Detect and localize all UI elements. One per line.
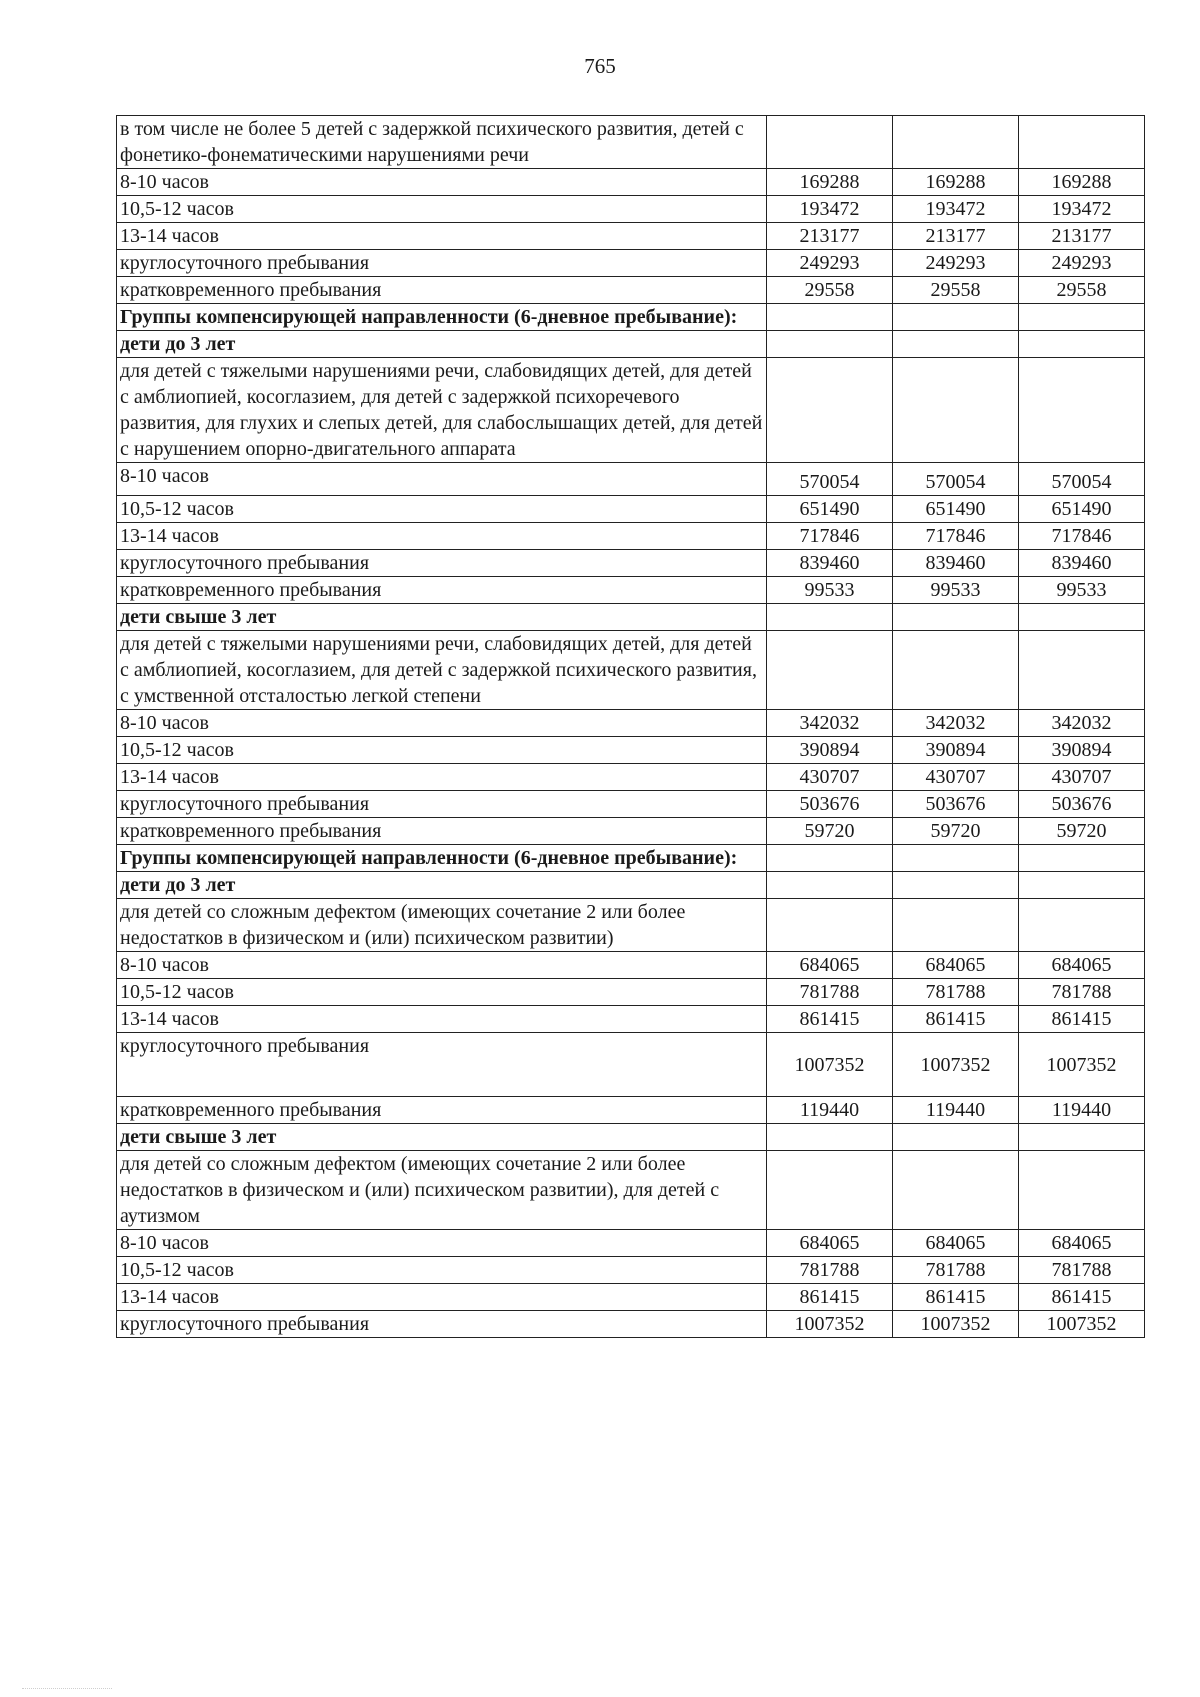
section-header-row — [117, 604, 1145, 631]
value-cell-1: 861415 — [767, 1284, 893, 1311]
row-label: круглосуточного пребывания — [117, 250, 767, 277]
table-row — [117, 1257, 1145, 1284]
value-cell-1 — [767, 116, 893, 169]
table-row — [117, 358, 1145, 463]
row-label: для детей с тяжелыми нарушениями речи, слабовидящих детей, для детей с амблиопией, косоглазием, для детей с задержкой психического развития, с умственной отсталостью легкой степени — [117, 631, 767, 710]
value-cell-2 — [893, 116, 1019, 169]
table-row — [117, 979, 1145, 1006]
value-cell-3: 781788 — [1019, 979, 1145, 1006]
value-cell-1: 193472 — [767, 196, 893, 223]
row-label: 8-10 часов — [117, 463, 767, 496]
value-cell-1: 651490 — [767, 496, 893, 523]
row-label: в том числе не более 5 детей с задержкой психического развития, детей с фонетико-фонематическими нарушениями речи — [117, 116, 767, 169]
value-cell-1: 503676 — [767, 791, 893, 818]
table-row — [117, 223, 1145, 250]
row-label: дети до 3 лет — [117, 331, 767, 358]
value-cell-2 — [893, 845, 1019, 872]
page-number: 765 — [584, 54, 616, 78]
value-cell-1: 684065 — [767, 1230, 893, 1257]
value-cell-2: 342032 — [893, 710, 1019, 737]
table-row — [117, 196, 1145, 223]
table-row — [117, 277, 1145, 304]
row-label: для детей со сложным дефектом (имеющих сочетание 2 или более недостатков в физическом и (или) психическом развитии), для детей с аутизмом — [117, 1151, 767, 1230]
value-cell-1: 781788 — [767, 1257, 893, 1284]
table-row — [117, 737, 1145, 764]
value-cell-1: 430707 — [767, 764, 893, 791]
value-cell-2: 193472 — [893, 196, 1019, 223]
row-label: 13-14 часов — [117, 223, 767, 250]
value-cell-1: 119440 — [767, 1097, 893, 1124]
section-header-row — [117, 872, 1145, 899]
table-row — [117, 1151, 1145, 1230]
value-cell-3: 119440 — [1019, 1097, 1145, 1124]
value-cell-2: 781788 — [893, 979, 1019, 1006]
cost-table — [116, 115, 1145, 1338]
value-cell-2: 861415 — [893, 1006, 1019, 1033]
row-label: 10,5-12 часов — [117, 979, 767, 1006]
row-label: 8-10 часов — [117, 169, 767, 196]
row-label: дети свыше 3 лет — [117, 1124, 767, 1151]
table-row — [117, 1230, 1145, 1257]
value-cell-3: 390894 — [1019, 737, 1145, 764]
value-cell-1 — [767, 899, 893, 952]
value-cell-1 — [767, 304, 893, 331]
row-label: круглосуточного пребывания — [117, 1311, 767, 1338]
value-cell-2: 29558 — [893, 277, 1019, 304]
value-cell-2: 1007352 — [893, 1311, 1019, 1338]
table-row — [117, 1097, 1145, 1124]
row-label: 13-14 часов — [117, 1006, 767, 1033]
value-cell-3: 839460 — [1019, 550, 1145, 577]
value-cell-3: 342032 — [1019, 710, 1145, 737]
value-cell-3: 193472 — [1019, 196, 1145, 223]
value-cell-3: 651490 — [1019, 496, 1145, 523]
row-label: дети свыше 3 лет — [117, 604, 767, 631]
row-label: 10,5-12 часов — [117, 196, 767, 223]
table-row — [117, 899, 1145, 952]
value-cell-3: 169288 — [1019, 169, 1145, 196]
value-cell-2: 169288 — [893, 169, 1019, 196]
value-cell-2: 570054 — [893, 463, 1019, 496]
row-label: круглосуточного пребывания — [117, 550, 767, 577]
value-cell-1 — [767, 1124, 893, 1151]
value-cell-2: 430707 — [893, 764, 1019, 791]
section-header-row — [117, 304, 1145, 331]
value-cell-2: 651490 — [893, 496, 1019, 523]
section-header-row — [117, 331, 1145, 358]
value-cell-3: 99533 — [1019, 577, 1145, 604]
table-row — [117, 1006, 1145, 1033]
row-label: кратковременного пребывания — [117, 277, 767, 304]
value-cell-1: 99533 — [767, 577, 893, 604]
value-cell-1 — [767, 1151, 893, 1230]
value-cell-3: 1007352 — [1019, 1033, 1145, 1097]
value-cell-2: 839460 — [893, 550, 1019, 577]
value-cell-1 — [767, 631, 893, 710]
value-cell-3: 29558 — [1019, 277, 1145, 304]
value-cell-1: 1007352 — [767, 1311, 893, 1338]
table-row — [117, 496, 1145, 523]
table-row — [117, 116, 1145, 169]
value-cell-2 — [893, 604, 1019, 631]
table-row — [117, 952, 1145, 979]
value-cell-3: 249293 — [1019, 250, 1145, 277]
row-label: для детей с тяжелыми нарушениями речи, слабовидящих детей, для детей с амблиопией, косоглазием, для детей с задержкой психоречевого развития, для глухих и слепых детей, для слабослышащих детей, для детей с нарушением опорно-двигательного аппарата — [117, 358, 767, 463]
value-cell-1: 390894 — [767, 737, 893, 764]
section-header-row — [117, 845, 1145, 872]
row-label: 10,5-12 часов — [117, 737, 767, 764]
row-label: Группы компенсирующей направленности (6-дневное пребывание): — [117, 304, 767, 331]
value-cell-2 — [893, 358, 1019, 463]
table-body — [117, 116, 1145, 1338]
row-label: кратковременного пребывания — [117, 577, 767, 604]
value-cell-3: 717846 — [1019, 523, 1145, 550]
value-cell-3: 503676 — [1019, 791, 1145, 818]
value-cell-3: 861415 — [1019, 1006, 1145, 1033]
value-cell-2: 390894 — [893, 737, 1019, 764]
value-cell-3: 59720 — [1019, 818, 1145, 845]
table-row — [117, 710, 1145, 737]
row-label: дети до 3 лет — [117, 872, 767, 899]
value-cell-3 — [1019, 331, 1145, 358]
value-cell-2: 861415 — [893, 1284, 1019, 1311]
row-label: Группы компенсирующей направленности (6-дневное пребывание): — [117, 845, 767, 872]
value-cell-3 — [1019, 358, 1145, 463]
value-cell-1: 781788 — [767, 979, 893, 1006]
table-row — [117, 577, 1145, 604]
value-cell-3: 430707 — [1019, 764, 1145, 791]
value-cell-3 — [1019, 304, 1145, 331]
table-row — [117, 463, 1145, 496]
value-cell-1: 1007352 — [767, 1033, 893, 1097]
value-cell-3 — [1019, 604, 1145, 631]
row-label: кратковременного пребывания — [117, 818, 767, 845]
section-header-row — [117, 1124, 1145, 1151]
value-cell-3: 1007352 — [1019, 1311, 1145, 1338]
value-cell-2 — [893, 899, 1019, 952]
value-cell-3: 684065 — [1019, 1230, 1145, 1257]
row-label: 13-14 часов — [117, 1284, 767, 1311]
row-label: 10,5-12 часов — [117, 1257, 767, 1284]
value-cell-1: 169288 — [767, 169, 893, 196]
value-cell-3 — [1019, 1124, 1145, 1151]
value-cell-2: 684065 — [893, 952, 1019, 979]
value-cell-1: 213177 — [767, 223, 893, 250]
table-row — [117, 523, 1145, 550]
value-cell-2: 213177 — [893, 223, 1019, 250]
value-cell-3 — [1019, 845, 1145, 872]
value-cell-3 — [1019, 116, 1145, 169]
value-cell-2 — [893, 304, 1019, 331]
row-label: круглосуточного пребывания — [117, 791, 767, 818]
scan-edge-mark — [22, 1688, 112, 1691]
value-cell-3: 213177 — [1019, 223, 1145, 250]
value-cell-3 — [1019, 1151, 1145, 1230]
value-cell-3 — [1019, 899, 1145, 952]
value-cell-1: 59720 — [767, 818, 893, 845]
table-row — [117, 1311, 1145, 1338]
value-cell-1: 29558 — [767, 277, 893, 304]
value-cell-2: 59720 — [893, 818, 1019, 845]
row-label: 8-10 часов — [117, 952, 767, 979]
value-cell-2: 119440 — [893, 1097, 1019, 1124]
row-label: 13-14 часов — [117, 764, 767, 791]
value-cell-3: 781788 — [1019, 1257, 1145, 1284]
value-cell-2 — [893, 631, 1019, 710]
table-row — [117, 250, 1145, 277]
value-cell-3: 570054 — [1019, 463, 1145, 496]
row-label: круглосуточного пребывания — [117, 1033, 767, 1097]
value-cell-1 — [767, 872, 893, 899]
table-row — [117, 1284, 1145, 1311]
value-cell-2: 684065 — [893, 1230, 1019, 1257]
value-cell-3 — [1019, 872, 1145, 899]
value-cell-3 — [1019, 631, 1145, 710]
value-cell-2: 717846 — [893, 523, 1019, 550]
value-cell-2 — [893, 872, 1019, 899]
row-label: для детей со сложным дефектом (имеющих сочетание 2 или более недостатков в физическом и (или) психическом развитии) — [117, 899, 767, 952]
value-cell-2: 249293 — [893, 250, 1019, 277]
table-row — [117, 550, 1145, 577]
row-label: 13-14 часов — [117, 523, 767, 550]
row-label: 8-10 часов — [117, 1230, 767, 1257]
value-cell-1: 839460 — [767, 550, 893, 577]
value-cell-1: 249293 — [767, 250, 893, 277]
value-cell-1: 342032 — [767, 710, 893, 737]
table-row — [117, 169, 1145, 196]
table-row — [117, 791, 1145, 818]
value-cell-2: 781788 — [893, 1257, 1019, 1284]
table-row — [117, 631, 1145, 710]
value-cell-2: 1007352 — [893, 1033, 1019, 1097]
table-row — [117, 818, 1145, 845]
value-cell-1 — [767, 604, 893, 631]
value-cell-1: 861415 — [767, 1006, 893, 1033]
value-cell-2: 503676 — [893, 791, 1019, 818]
value-cell-2 — [893, 1124, 1019, 1151]
value-cell-3: 861415 — [1019, 1284, 1145, 1311]
value-cell-1: 717846 — [767, 523, 893, 550]
value-cell-1 — [767, 845, 893, 872]
value-cell-2: 99533 — [893, 577, 1019, 604]
value-cell-2 — [893, 1151, 1019, 1230]
value-cell-3: 684065 — [1019, 952, 1145, 979]
value-cell-1 — [767, 331, 893, 358]
value-cell-1: 684065 — [767, 952, 893, 979]
row-label: кратковременного пребывания — [117, 1097, 767, 1124]
row-label: 8-10 часов — [117, 710, 767, 737]
table-row — [117, 1033, 1145, 1097]
value-cell-1 — [767, 358, 893, 463]
value-cell-1: 570054 — [767, 463, 893, 496]
table-row — [117, 764, 1145, 791]
row-label: 10,5-12 часов — [117, 496, 767, 523]
value-cell-2 — [893, 331, 1019, 358]
